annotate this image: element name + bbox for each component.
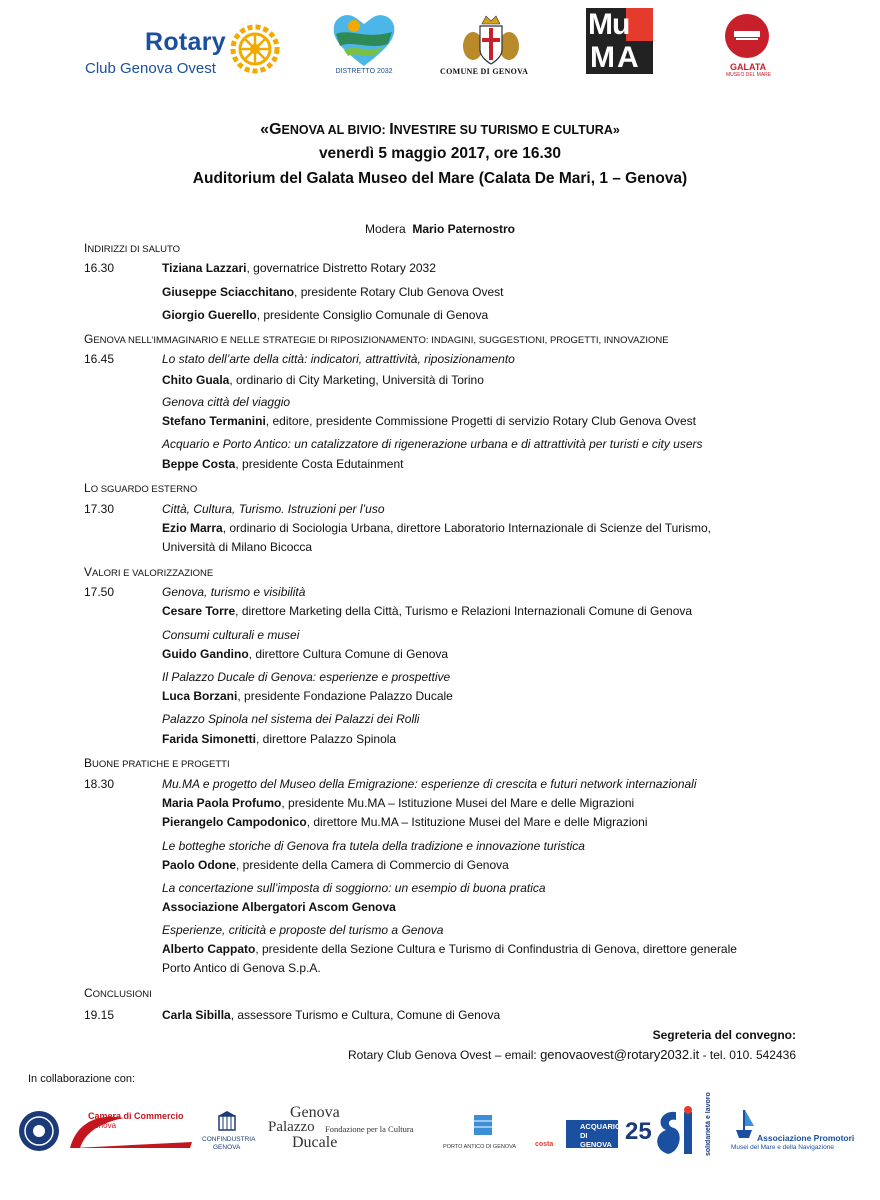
speaker-line: Tiziana Lazzari, governatrice Distretto Rotary 2032 (162, 261, 436, 275)
time-slot: 17.30 (84, 502, 115, 516)
ducale-palazzo: Palazzo (268, 1119, 315, 1135)
speaker-line: Farida Simonetti, direttore Palazzo Spinola (162, 732, 397, 746)
section-heading-sguardo: LO SGUARDO ESTERNO (84, 481, 198, 495)
section-heading-conclusioni: CONCLUSIONI (84, 986, 152, 1000)
associazione-promotori-sub: Musei del Mare e della Navigazione (731, 1144, 834, 1151)
galata-label: GALATA (730, 62, 767, 72)
porto-antico-icon (472, 1113, 494, 1137)
speaker-line: Pierangelo Campodonico, direttore Mu.MA – Istituzione Musei del Mare e delle Migrazioni (162, 815, 648, 829)
speaker-line: Stefano Termanini, editore, presidente Commissione Progetti di servizio Rotary Club Genova Ovest (162, 414, 696, 428)
talk-title: Palazzo Spinola nel sistema dei Palazzi dei Rolli (162, 712, 420, 726)
time-slot: 19.15 (84, 1008, 115, 1022)
muma-bottom-text: MA (590, 41, 641, 74)
associazione-promotori-label: Associazione Promotori (757, 1133, 855, 1143)
distretto-heart-logo (330, 10, 398, 68)
confindustria-city: GENOVA (213, 1144, 241, 1151)
talk-title: Consumi culturali e musei (162, 628, 300, 642)
speaker-line: Ezio Marra, ordinario di Sociologia Urbana, direttore Laboratorio Internazionale di Scienze del Turismo, (162, 521, 711, 535)
speaker-line: Beppe Costa, presidente Costa Edutainment (162, 457, 404, 471)
speaker-line: Alberto Cappato, presidente della Sezione Cultura e Turismo di Confindustria di Genova, direttore generale (162, 942, 737, 956)
collaboration-label: In collaborazione con: (28, 1073, 136, 1085)
distretto-label: DISTRETTO 2032 (335, 68, 393, 75)
section-heading-buone: BUONE PRATICHE E PROGETTI (84, 756, 230, 770)
talk-title: Le botteghe storiche di Genova fra tutela della tradizione e innovazione turistica (162, 839, 585, 853)
porto-antico-label: PORTO ANTICO DI GENOVA (443, 1144, 517, 1150)
moderator-line: Modera Mario Paternostro (364, 222, 516, 236)
solidarieta-logo-icon (650, 1092, 712, 1156)
talk-title: Acquario e Porto Antico: un catalizzatore di rigenerazione urbana e di attrattività per turisti e city users (162, 437, 703, 451)
speaker-line: Maria Paola Profumo, presidente Mu.MA – Istituzione Musei del Mare e delle Migrazioni (162, 796, 635, 810)
camera-commercio-label: Camera di Commercio (88, 1111, 184, 1121)
time-slot: 18.30 (84, 777, 115, 791)
speaker-affiliation: Università di Milano Bicocca (162, 540, 313, 554)
speaker-line: Giorgio Guerello, presidente Consiglio Comunale di Genova (162, 308, 489, 322)
talk-title: Lo stato dell’arte della città: indicatori, attrattività, riposizionamento (162, 352, 515, 366)
speaker-line: Giuseppe Sciacchitano, presidente Rotary Club Genova Ovest (162, 285, 504, 299)
talk-title: Città, Cultura, Turismo. Istruzioni per l’uso (162, 502, 385, 516)
secretary-label: Segreteria del convegno: (652, 1028, 796, 1042)
talk-title: La concertazione sull’imposta di soggiorno: un esempio di buona pratica (162, 881, 546, 895)
confindustria-emblem-icon (216, 1110, 238, 1132)
ship-icon (732, 1106, 756, 1140)
ducale-fondazione: Fondazione per la Cultura (325, 1124, 414, 1134)
speaker-line: Luca Borzani, presidente Fondazione Palazzo Ducale (162, 689, 453, 703)
anniversary-25: 25 (625, 1118, 652, 1145)
costa-label: costa (535, 1141, 554, 1148)
rotary-club-name: Club Genova Ovest (85, 60, 216, 77)
secretary-contact: Rotary Club Genova Ovest – email: genovaovest@rotary2032.it - tel. 010. 542436 (347, 1047, 796, 1062)
muma-logo (586, 8, 653, 74)
rotary-logo-word: Rotary (145, 28, 226, 56)
talk-title: Mu.MA e progetto del Museo della Emigrazione: esperienze di crescita e futuri network internazionali (162, 777, 697, 791)
comune-label: COMUNE DI GENOVA (440, 67, 529, 76)
speaker-line: Associazione Albergatori Ascom Genova (162, 900, 396, 914)
galata-sub-label: MUSEO DEL MARE (726, 72, 772, 78)
ducale-genova: Genova (290, 1104, 340, 1121)
muma-top-text: Mu (588, 8, 630, 41)
event-venue: Auditorium del Galata Museo del Mare (Calata De Mari, 1 – Genova) (192, 170, 688, 187)
camera-commercio-city: Genova (88, 1121, 117, 1130)
secretary-email[interactable]: genovaovest@rotary2032.it (540, 1047, 700, 1062)
solidarieta-label: solidarietà e lavoro (705, 1092, 712, 1156)
speaker-line: Guido Gandino, direttore Cultura Comune di Genova (162, 647, 449, 661)
speaker-line: Carla Sibilla, assessore Turismo e Cultura, Comune di Genova (162, 1008, 501, 1022)
acquario-logo: ACQUARIO DI GENOVA (566, 1120, 618, 1148)
section-heading-immaginario: GENOVA NELL’IMMAGINARIO E NELLE STRATEGIE DI RIPOSIZIONAMENTO: INDAGINI, SUGGESTIONI, PROGETTI, INNOVAZIONE (84, 332, 669, 346)
time-slot: 17.50 (84, 585, 115, 599)
section-heading-valori: VALORI E VALORIZZAZIONE (84, 565, 214, 579)
talk-title: Genova, turismo e visibilità (162, 585, 306, 599)
speaker-affiliation: Porto Antico di Genova S.p.A. (162, 961, 321, 975)
speaker-line: Cesare Torre, direttore Marketing della Città, Turismo e Relazioni Internazionali Comune di Genova (162, 604, 693, 618)
seal-logo-icon (18, 1110, 60, 1152)
event-title: «GENOVA AL BIVIO: INVESTIRE SU TURISMO E CULTURA» (260, 121, 620, 138)
talk-title: Il Palazzo Ducale di Genova: esperienze e prospettive (162, 670, 451, 684)
speaker-line: Chito Guala, ordinario di City Marketing, Università di Torino (162, 373, 484, 387)
confindustria-label: CONFINDUSTRIA (202, 1136, 256, 1143)
ducale-ducale: Ducale (292, 1134, 338, 1151)
talk-title: Genova città del viaggio (162, 395, 291, 409)
rotary-wheel-icon (229, 23, 281, 75)
time-slot: 16.45 (84, 352, 115, 366)
comune-crest-icon (456, 12, 526, 66)
time-slot: 16.30 (84, 261, 115, 275)
speaker-line: Paolo Odone, presidente della Camera di Commercio di Genova (162, 858, 509, 872)
talk-title: Esperienze, criticità e proposte del turismo a Genova (162, 923, 444, 937)
galata-logo-icon (724, 13, 770, 59)
section-heading-saluto: INDIRIZZI DI SALUTO (84, 241, 181, 255)
event-date: venerdì 5 maggio 2017, ore 16.30 (318, 145, 562, 162)
